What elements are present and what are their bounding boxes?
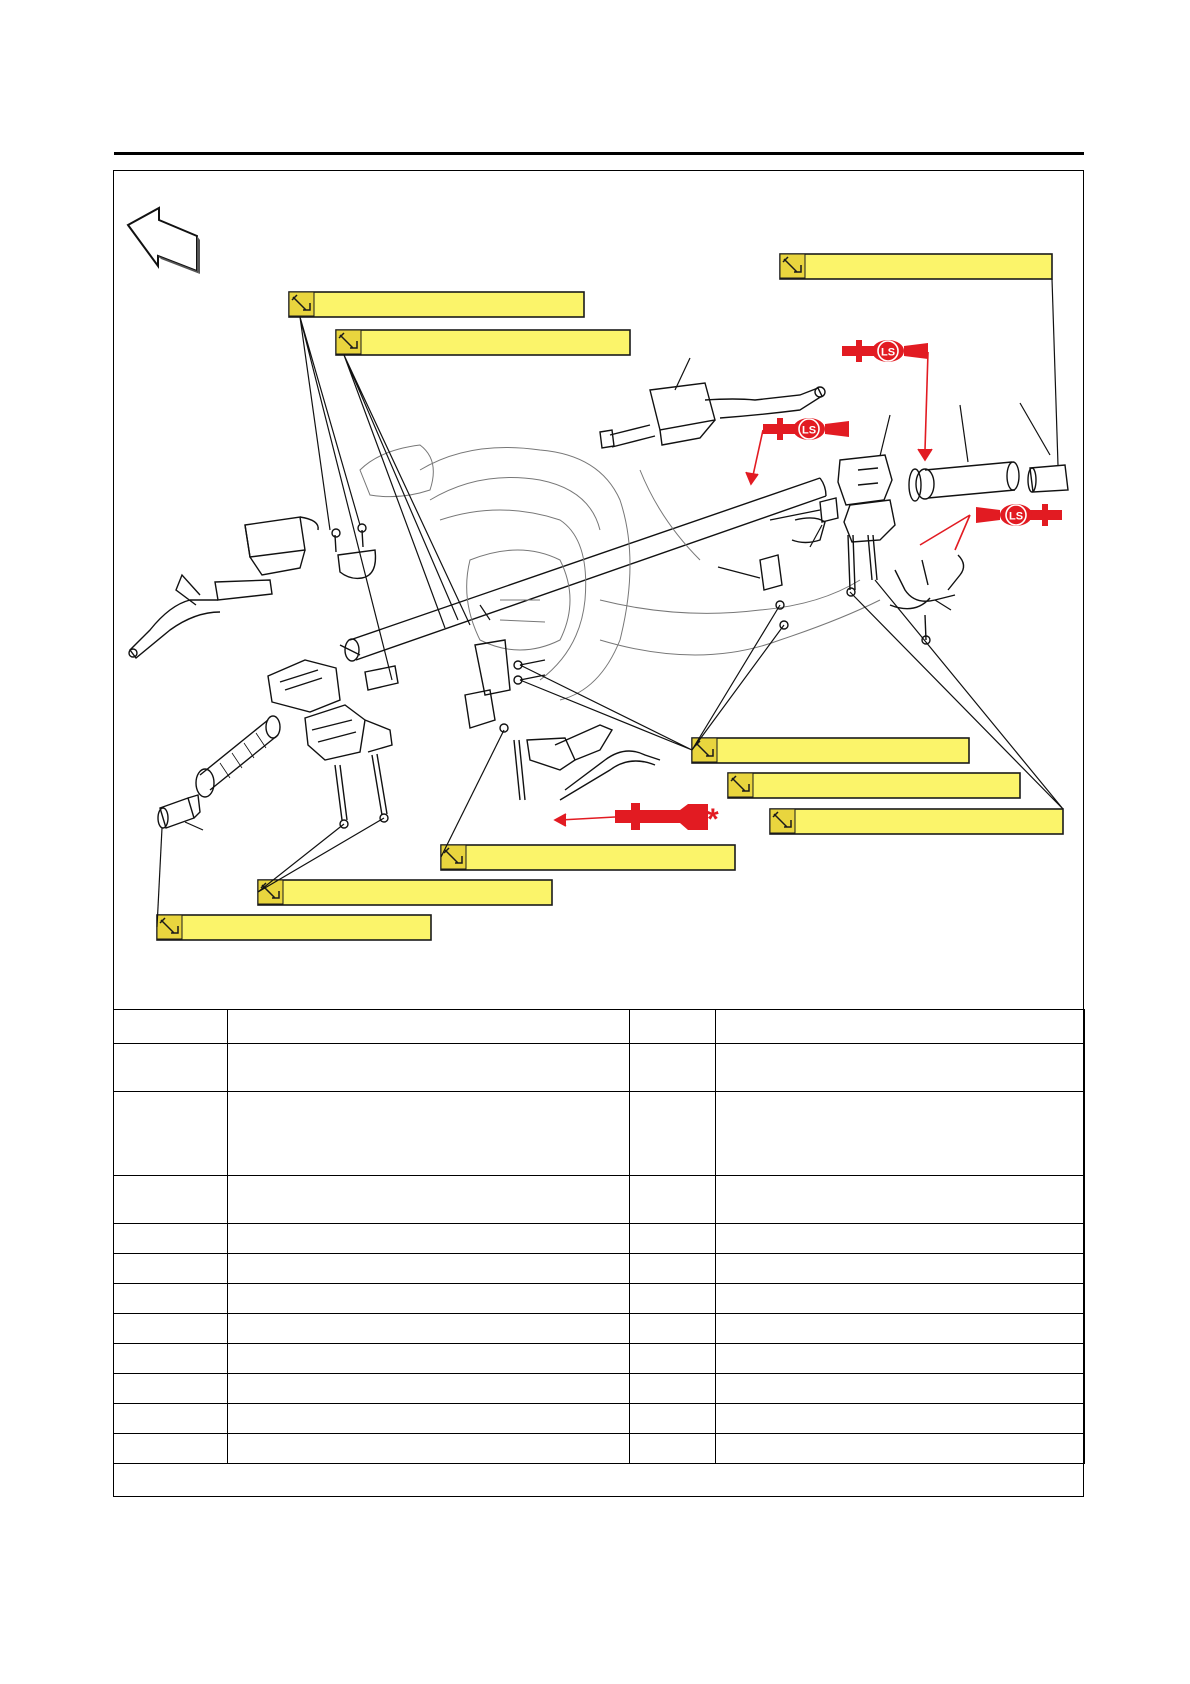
table-cell — [716, 1176, 1085, 1224]
svg-text:LS: LS — [880, 346, 896, 359]
table-cell — [716, 1374, 1085, 1404]
table-row — [114, 1254, 1085, 1284]
table-row — [114, 1176, 1085, 1224]
table-cell — [228, 1344, 630, 1374]
table-cell — [630, 1314, 716, 1344]
table-cell — [228, 1374, 630, 1404]
table-row — [114, 1092, 1085, 1176]
svg-text:LS: LS — [801, 424, 817, 437]
table-cell — [716, 1224, 1085, 1254]
table-cell — [228, 1224, 630, 1254]
lithium-soap-grease-icon — [763, 418, 849, 440]
table-cell — [114, 1254, 228, 1284]
table-cell — [228, 1314, 630, 1344]
table-row — [114, 1344, 1085, 1374]
table-cell — [716, 1314, 1085, 1344]
torque-callout-2 — [289, 292, 584, 317]
table-cell — [630, 1044, 716, 1092]
torque-callout-5 — [728, 773, 1020, 798]
new-part-asterisk-icon — [615, 803, 719, 836]
header-cell — [716, 1010, 1085, 1044]
table-cell — [716, 1344, 1085, 1374]
table-cell — [114, 1404, 228, 1434]
table-cell — [114, 1374, 228, 1404]
torque-wrench-icon — [728, 773, 753, 797]
header-cell — [228, 1010, 630, 1044]
table-row — [114, 1374, 1085, 1404]
table-cell — [228, 1254, 630, 1284]
table-cell — [114, 1434, 228, 1464]
torque-callout-9 — [157, 915, 431, 940]
table-row — [114, 1044, 1085, 1092]
table-cell — [630, 1254, 716, 1284]
table-cell — [114, 1092, 228, 1176]
table-cell — [630, 1434, 716, 1464]
table-row — [114, 1284, 1085, 1314]
parts-table — [113, 1009, 1085, 1464]
table-row — [114, 1224, 1085, 1254]
table-cell — [114, 1176, 228, 1224]
torque-wrench-icon — [258, 880, 283, 904]
table-cell — [716, 1284, 1085, 1314]
table-cell — [228, 1404, 630, 1434]
svg-text:*: * — [707, 803, 719, 836]
table-cell — [228, 1176, 630, 1224]
table-cell — [716, 1434, 1085, 1464]
torque-wrench-icon — [157, 915, 182, 939]
table-cell — [114, 1314, 228, 1344]
table-cell — [630, 1284, 716, 1314]
lithium-soap-grease-icon — [842, 340, 928, 362]
torque-callout-1 — [780, 254, 1052, 279]
torque-wrench-icon — [336, 330, 361, 354]
torque-callout-6 — [770, 809, 1063, 834]
table-cell — [228, 1284, 630, 1314]
table-cell — [630, 1404, 716, 1434]
header-cell — [630, 1010, 716, 1044]
lithium-soap-grease-icon — [976, 504, 1062, 526]
table-cell — [114, 1224, 228, 1254]
parts-table-header — [114, 1010, 1085, 1044]
table-row — [114, 1314, 1085, 1344]
torque-callout-7 — [441, 845, 735, 870]
torque-wrench-icon — [770, 809, 795, 833]
svg-text:LS: LS — [1008, 510, 1024, 523]
table-cell — [114, 1284, 228, 1314]
torque-callout-4 — [692, 738, 969, 763]
table-cell — [716, 1092, 1085, 1176]
table-cell — [630, 1374, 716, 1404]
table-cell — [114, 1344, 228, 1374]
table-cell — [716, 1254, 1085, 1284]
header-cell — [114, 1010, 228, 1044]
table-cell — [228, 1044, 630, 1092]
torque-callout-3 — [336, 330, 630, 355]
table-cell — [630, 1344, 716, 1374]
torque-wrench-icon — [692, 738, 717, 762]
table-cell — [228, 1434, 630, 1464]
table-cell — [716, 1044, 1085, 1092]
table-row — [114, 1404, 1085, 1434]
torque-wrench-icon — [289, 292, 314, 316]
table-cell — [228, 1092, 630, 1176]
table-cell — [114, 1044, 228, 1092]
table-cell — [630, 1176, 716, 1224]
torque-wrench-icon — [780, 254, 805, 278]
torque-callout-8 — [258, 880, 552, 905]
front-direction-arrow-icon — [128, 208, 200, 274]
table-cell — [630, 1224, 716, 1254]
table-cell — [716, 1404, 1085, 1434]
table-row — [114, 1434, 1085, 1464]
table-cell — [630, 1092, 716, 1176]
